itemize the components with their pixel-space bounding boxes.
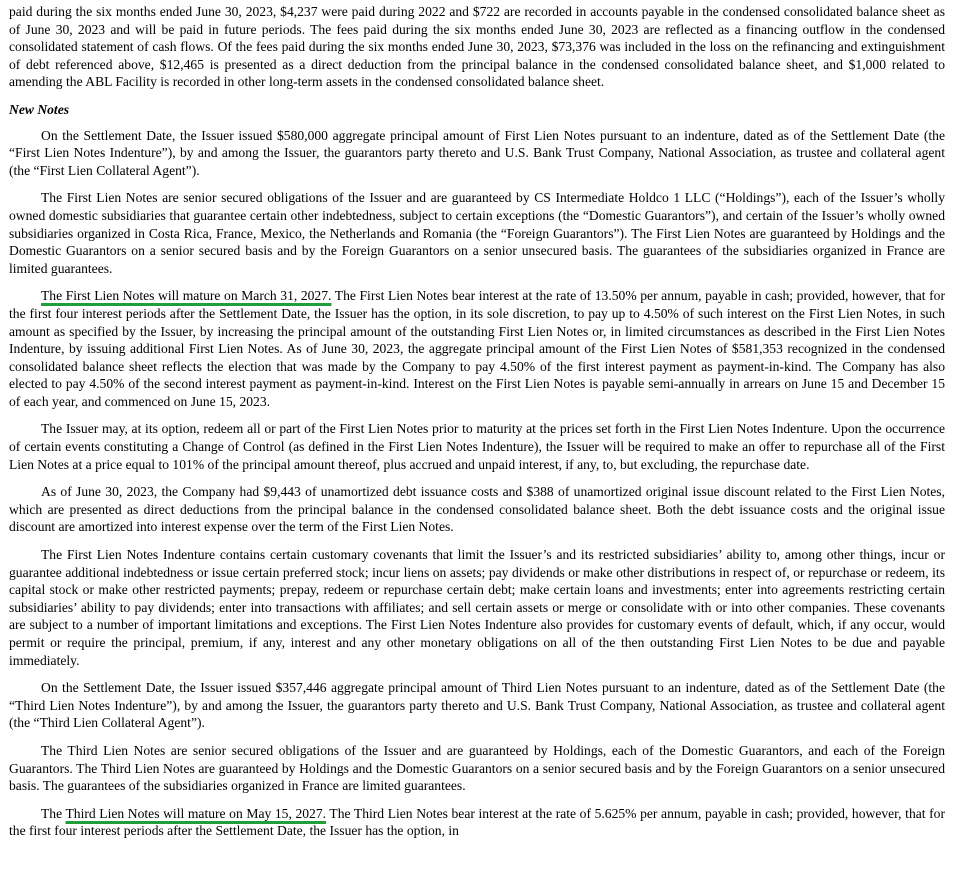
paragraph-third-lien-guarantees: The Third Lien Notes are senior secured obligations of the Issuer and are guaranteed by Holdings, each of the Domestic Guarantors, and each of the Foreign Guarantors. The Third Lien Notes are guaranteed by Holdings and the Domestic Guarantors on a senior secured basis and by the Foreign Guarantors on a senior unsecured basis. The guarantees of the subsidiaries organized in France are limited guarantees.: [9, 742, 945, 794]
paragraph-third-lien-maturity-text: The Third Lien Notes bear interest at the rate of 5.625% per annum, payable in cash; provided, however, that for the first four interest periods after the Settlement Date, the Issuer has the option, in: [9, 805, 945, 839]
paragraph-first-lien-issuance-costs: As of June 30, 2023, the Company had $9,443 of unamortized debt issuance costs and $388 of unamortized original issue discount related to the First Lien Notes, which are presented as direct deductions from the principal balance in the condensed consolidated balance sheet. Both the debt issuance costs and the original issue discount are amortized into interest expense over the term of the First Lien Notes.: [9, 484, 945, 535]
document-page: [9, 3, 945, 850]
highlighted-third-lien-maturity: Third Lien Notes will mature on May 15, 2027.: [65, 805, 327, 821]
paragraph-third-lien-maturity: [9, 805, 945, 840]
section-heading-new-notes: New Notes: [9, 101, 70, 117]
paragraph-first-lien-maturity: [9, 287, 945, 410]
paragraph-first-lien-redemption: The Issuer may, at its option, redeem all or part of the First Lien Notes prior to maturity at the prices set forth in the First Lien Notes Indenture. Upon the occurrence of certain events constituting a Change of Control (as defined in the First Lien Notes Indenture), the Issuer will be required to make an offer to repurchase all of the First Lien Notes at a price equal to 101% of the principal amount thereof, plus accrued and unpaid interest, if any, to, but excluding, the repurchase date.: [9, 421, 945, 472]
paragraph-third-lien-issuance: On the Settlement Date, the Issuer issued $357,446 aggregate principal amount of Third Lien Notes pursuant to an indenture, dated as of the Settlement Date (the “Third Lien Notes Indenture”), by and among the Issuer, the guarantors party thereto and U.S. Bank Trust Company, National Association, as trustee and collateral agent (the “Third Lien Collateral Agent”).: [9, 680, 945, 731]
highlighted-first-lien-maturity: The First Lien Notes will mature on March 31, 2027.: [41, 288, 332, 304]
paragraph-third-lien-maturity-prefix: The: [41, 805, 66, 821]
paragraph-first-lien-maturity-text: The First Lien Notes bear interest at the rate of 13.50% per annum, payable in cash; provided, however, that for the first four interest periods after the Settlement Date, the Issuer has the option, in its sole discretion, to pay up to 4.50% of such interest on the First Lien Notes, in such amount as specified by the Issuer, by increasing the principal amount of the outstanding First Lien Notes or, in limited circumstances as described in the First Lien Notes Indenture, by issuing additional First Lien Notes. As of June 30, 2023, the aggregate principal amount of the First Lien Notes of $581,353 recognized in the condensed consolidated balance sheet reflects the election that was made by the Company to pay 4.50% of the first interest payment as payment-in-kind. The Company has also elected to pay 4.50% of the second interest payment as payment-in-kind. Interest on the First Lien Notes is payable semi-annually in arrears on June 15 and December 15 of each year, and commenced on June 15, 2023.: [9, 288, 945, 409]
paragraph-first-lien-covenants: The First Lien Notes Indenture contains certain customary covenants that limit the Issuer’s and its restricted subsidiaries’ ability to, among other things, incur or guarantee additional indebtedness or issue certain preferred stock; incur liens on assets; pay dividends or make other distributions in respect of, or repurchase or redeem, its capital stock or make other restricted payments; prepay, redeem or repurchase certain debt; make certain loans and investments; enter into agreements restricting certain subsidiaries’ ability to pay dividends; enter into transactions with affiliates; and sell certain assets or merge or consolidate with or into other companies. These covenants are subject to a number of important limitations and exceptions. The First Lien Notes Indenture also provides for customary events of default, which, if any occur, would permit or require the principal, premium, if any, interest and any other monetary obligations on all of the then outstanding First Lien Notes to be due and payable immediately.: [9, 547, 945, 668]
paragraph-first-lien-guarantees: The First Lien Notes are senior secured obligations of the Issuer and are guaranteed by CS Intermediate Holdco 1 LLC (“Holdings”), each of the Issuer’s wholly owned domestic subsidiaries that guarantee certain other indebtedness, subject to certain exceptions (the “Domestic Guarantors”), and certain of the Issuer’s wholly owned subsidiaries organized in Costa Rica, France, Mexico, the Netherlands and Romania (the “Foreign Guarantors”). The First Lien Notes are guaranteed by Holdings and the Domestic Guarantors on a senior secured basis and by the Foreign Guarantors on a senior unsecured basis. The guarantees of the subsidiaries organized in France are limited guarantees.: [9, 190, 945, 276]
paragraph-first-lien-issuance: On the Settlement Date, the Issuer issued $580,000 aggregate principal amount of First Lien Notes pursuant to an indenture, dated as of the Settlement Date (the “First Lien Notes Indenture”), by and among the Issuer, the guarantors party thereto and U.S. Bank Trust Company, National Association, as trustee and collateral agent (the “First Lien Collateral Agent”).: [9, 127, 945, 178]
intro-paragraph: paid during the six months ended June 30, 2023, $4,237 were paid during 2022 and $722 are recorded in accounts payable in the condensed consolidated balance sheet as of June 30, 2023 and will be paid in future periods. The fees paid during the six months ended June 30, 2023 are reflected as a financing outflow in the condensed consolidated statement of cash flows. Of the fees paid during the six months ended June 30, 2023, $73,376 was included in the loss on the refinancing and extinguishment of debt referenced above, $12,465 is presented as a direct deduction from the principal balance in the condensed consolidated balance sheet, and $1,000 related to amending the ABL Facility is recorded in other long-term assets in the condensed consolidated balance sheet.: [9, 4, 945, 90]
